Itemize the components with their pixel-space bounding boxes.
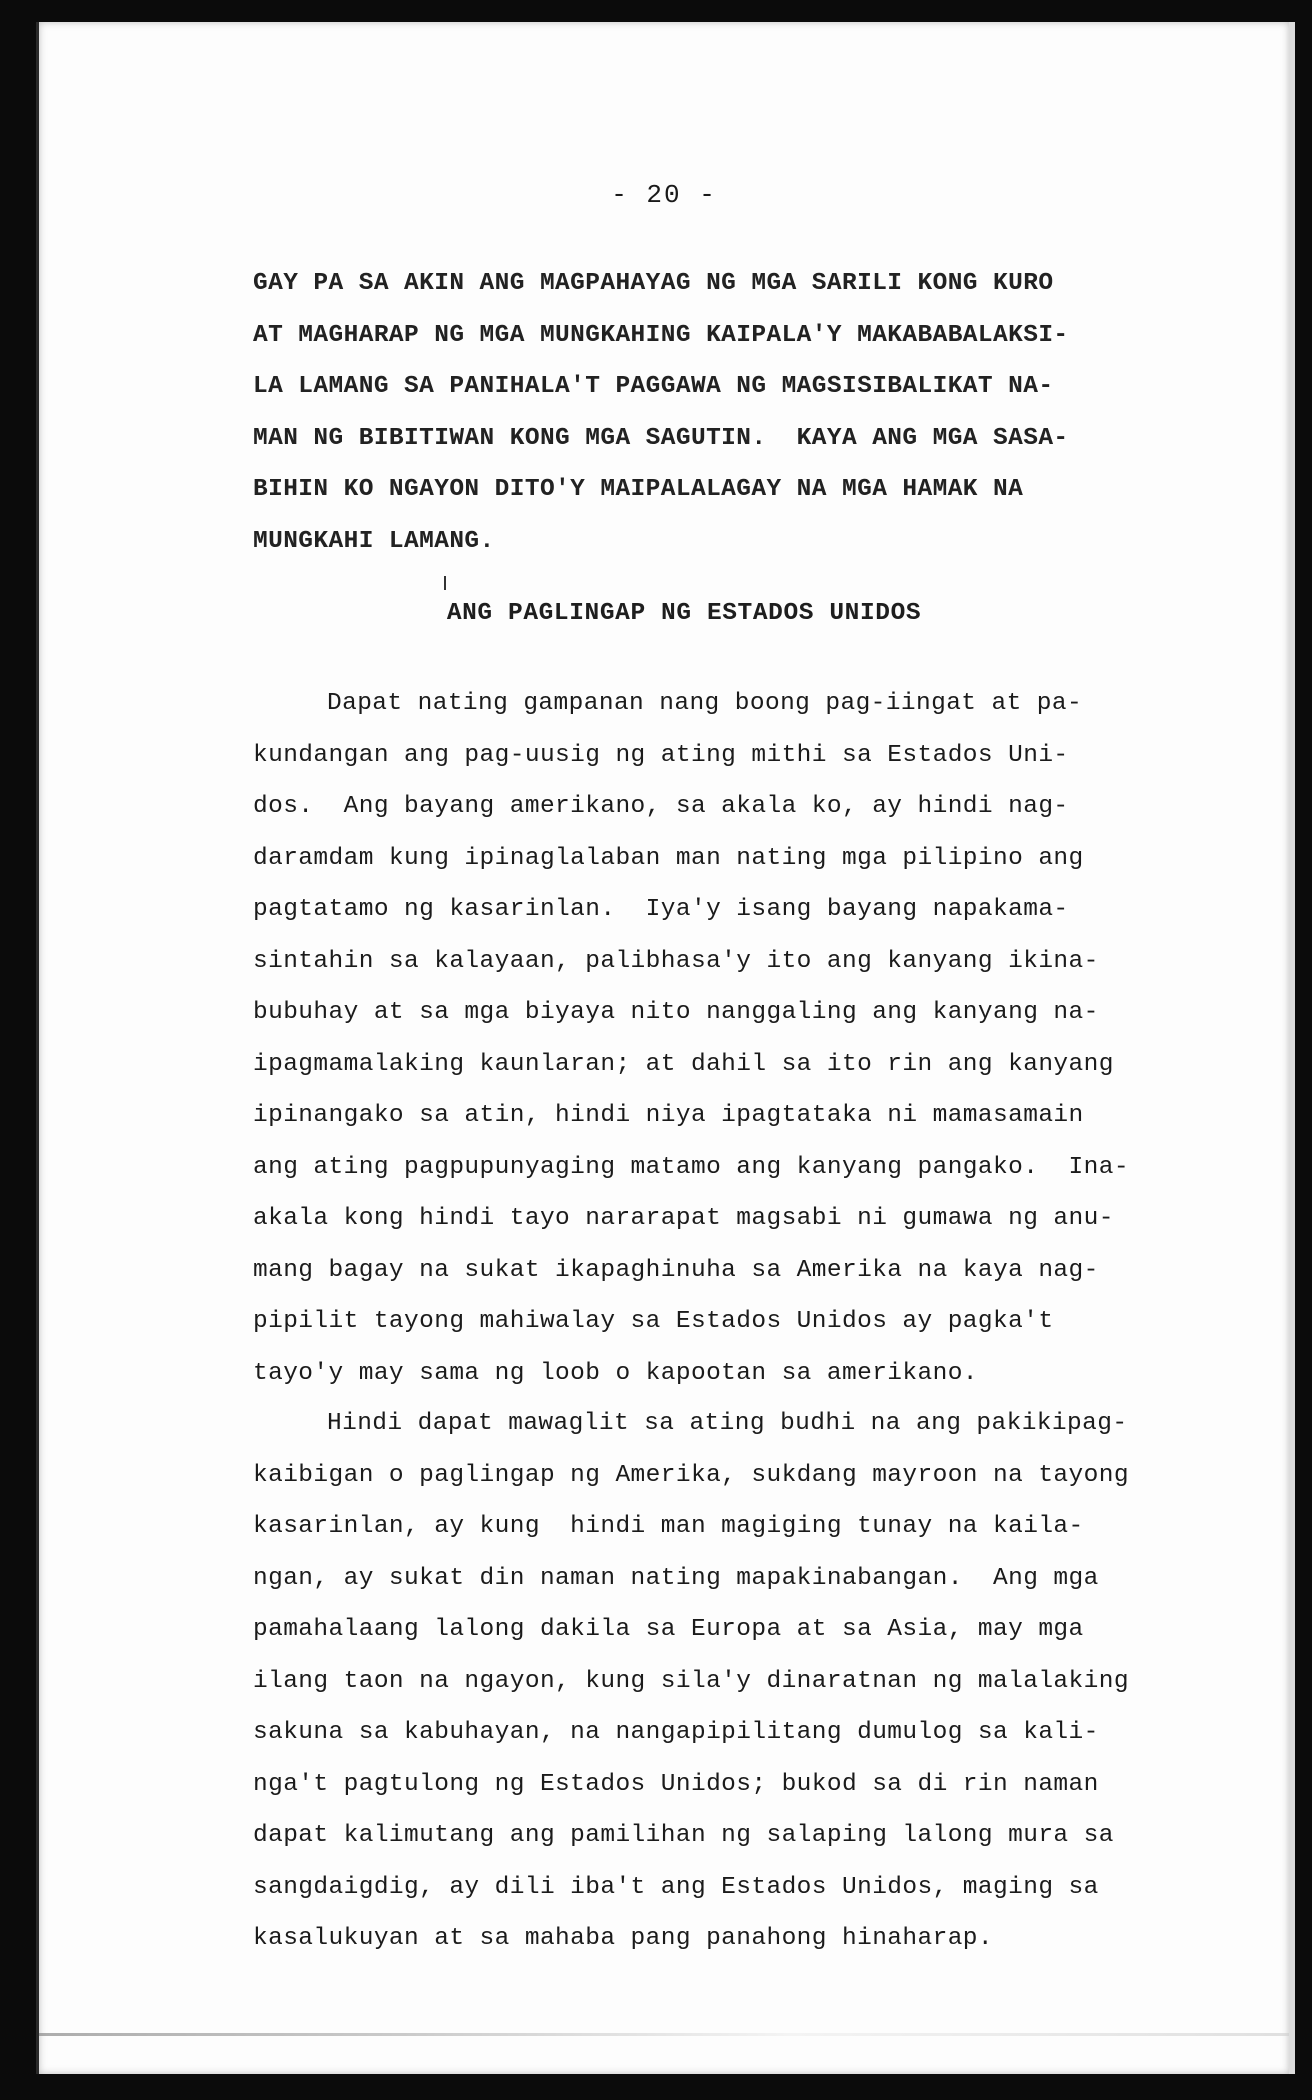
text-line: dos. Ang bayang amerikano, sa akala ko, ay hindi nag- <box>253 793 1069 820</box>
text-line: ngan, ay sukat din naman nating mapakinabangan. Ang mga <box>253 1564 1099 1592</box>
text-line: MAN NG BIBITIWAN KONG MGA SAGUTIN. KAYA ANG MGA SASA- <box>253 424 1069 452</box>
text-line: dapat kalimutang ang pamilihan ng salaping lalong mura sa <box>253 1822 1114 1849</box>
text-line: pipilit tayong mahiwalay sa Estados Unidos ay pagka't <box>253 1308 1054 1335</box>
text-line: tayo'y may sama ng loob o kapootan sa amerikano. <box>253 1359 978 1387</box>
paragraph-paglingap <box>253 1398 1193 1965</box>
text-line: bubuhay at sa mga biyaya nito nanggaling ang kanyang na- <box>253 999 1099 1026</box>
text-line: pagtatamo ng kasarinlan. Iya'y isang bayang napakama- <box>253 896 1069 923</box>
scan-streak <box>39 2033 1289 2036</box>
page-number: - 20 - <box>611 180 717 210</box>
text-line: pamahalaang lalong dakila sa Europa at sa Asia, may mga <box>253 1616 1084 1643</box>
page-edge <box>1289 22 1295 2074</box>
document-page <box>36 22 1289 2074</box>
text-line: Hindi dapat mawaglit sa ating budhi na ang pakikipag- <box>327 1410 1128 1437</box>
text-line: mang bagay na sukat ikapaghinuha sa Amerika na kaya nag- <box>253 1256 1099 1284</box>
text-line: akala kong hindi tayo nararapat magsabi ni gumawa ng anu- <box>253 1205 1114 1232</box>
scan-border <box>20 2076 1310 2100</box>
text-line: ilang taon na ngayon, kung sila'y dinaratnan ng malalaking <box>253 1667 1129 1695</box>
text-line: MUNGKAHI LAMANG. <box>253 527 495 555</box>
text-line: kasarinlan, ay kung hindi man magiging tunay na kaila- <box>253 1513 1084 1540</box>
text-line: sakuna sa kabuhayan, na nangapipilitang dumulog sa kali- <box>253 1719 1099 1746</box>
text-line: ipagmamalaking kaunlaran; at dahil sa ito rin ang kanyang <box>253 1050 1114 1078</box>
text-line: BIHIN KO NGAYON DITO'Y MAIPALALAGAY NA MGA HAMAK NA <box>253 476 1024 503</box>
text-line: GAY PA SA AKIN ANG MAGPAHAYAG NG MGA SARILI KONG KURO <box>253 270 1054 297</box>
paragraph-estados-unidos <box>253 678 1193 1399</box>
opening-caps-paragraph <box>253 258 1193 567</box>
text-line: ipinangako sa atin, hindi niya ipagtataka ni mamasamain <box>253 1102 1084 1129</box>
text-line: AT MAGHARAP NG MGA MUNGKAHING KAIPALA'Y MAKABABALAKSI- <box>253 321 1069 349</box>
text-line: nga't pagtulong ng Estados Unidos; bukod sa di rin naman <box>253 1770 1099 1798</box>
text-line: Dapat nating gampanan nang boong pag-iingat at pa- <box>327 690 1083 717</box>
text-line: kaibigan o paglingap ng Amerika, sukdang mayroon na tayong <box>253 1461 1129 1489</box>
text-line: LA LAMANG SA PANIHALA'T PAGGAWA NG MAGSISIBALIKAT NA- <box>253 373 1054 400</box>
section-heading: ANG PAGLINGAP NG ESTADOS UNIDOS <box>446 600 922 627</box>
text-line: daramdam kung ipinaglalaban man nating mga pilipino ang <box>253 844 1084 872</box>
text-line: ang ating pagpupunyaging matamo ang kanyang pangako. Ina- <box>253 1153 1129 1181</box>
text-line: kundangan ang pag-uusig ng ating mithi sa Estados Uni- <box>253 741 1069 769</box>
text-line: sangdaigdig, ay dili iba't ang Estados Unidos, maging sa <box>253 1873 1099 1901</box>
text-line: kasalukuyan at sa mahaba pang panahong hinaharap. <box>253 1925 994 1952</box>
text-line: sintahin sa kalayaan, palibhasa'y ito ang kanyang ikina- <box>253 947 1099 975</box>
stray-mark <box>444 576 446 590</box>
